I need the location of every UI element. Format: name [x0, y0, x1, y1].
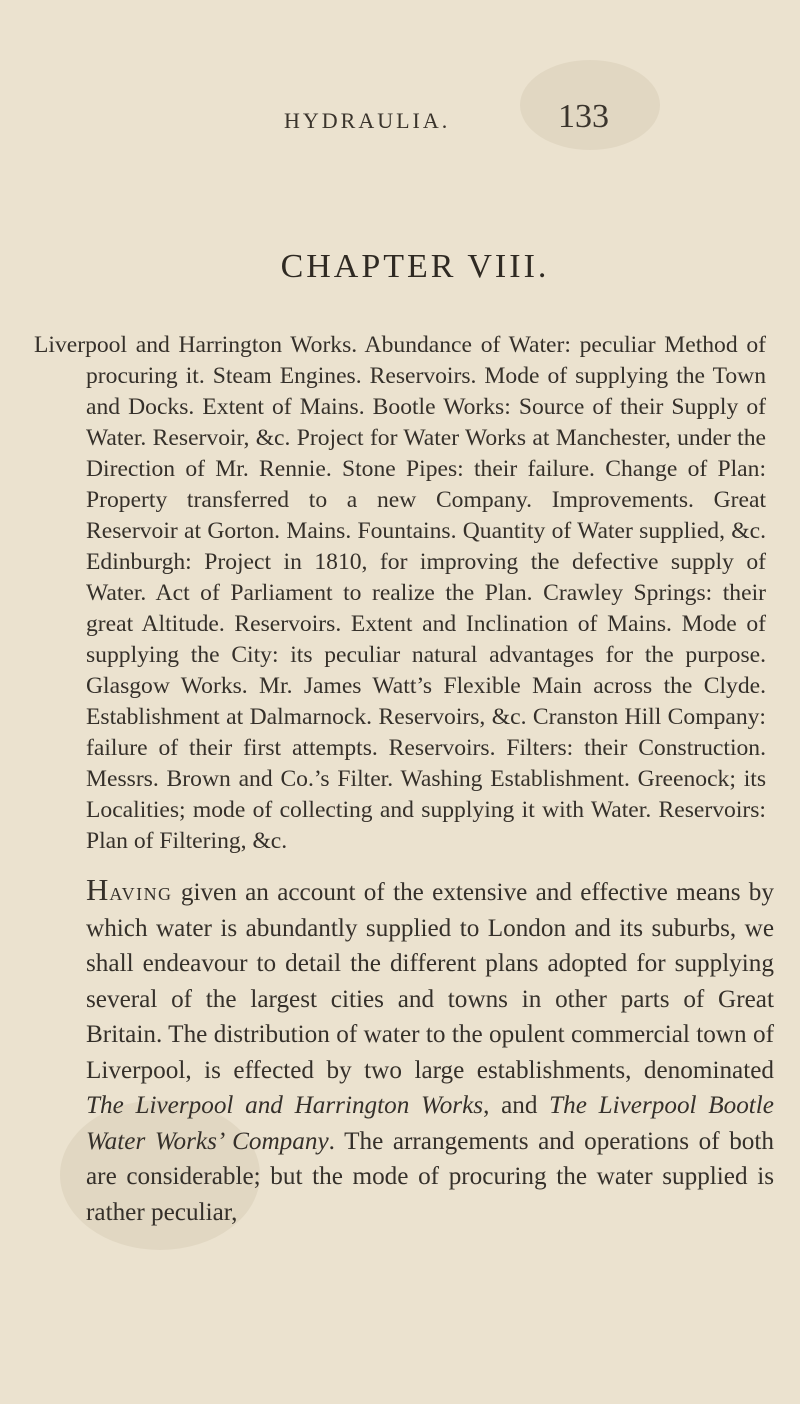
chapter-summary: Liverpool and Harrington Works. Abundance of Water: peculiar Method of procuring it. Steam Engines. Reservoirs. Mode of supplying the Town and Docks. Extent of Mains. Bootle Works: Source of their Supply of Water. Reservoir, &c. Project for Water Works at Manchester, under the Direction of Mr. Rennie. Stone Pipes: their failure. Change of Plan: Property transferred to a new Company. Improvements. Great Reservoir at Gorton. Mains. Fountains. Quantity of Water supplied, &c. Edinburgh: Project in 1810, for improving the defective supply of Water. Act of Parliament to realize the Plan. Crawley Springs: their great Altitude. Reservoirs. Extent and Inclination of Mains. Mode of supplying the City: its peculiar natural advantages for the purpose. Glasgow Works. Mr. James Watt’s Flexible Main across the Clyde. Establishment at Dalmarnock. Reservoirs, &c. Cranston Hill Company: failure of their first attempts. Reservoirs. Filters: their Construction. Messrs. Brown and Co.’s Filter. Washing Establishment. Greenock; its Localities; mode of collecting and supplying it with Water. Reservoirs: Plan of Filtering, &c.	[34, 332, 766, 854]
body-text-segment: given an account of the extensive and effective means by which water is abundantly supplied to London and its suburbs, we shall endeavour to detail the different plans adopted for supplying several of the largest cities and towns in other parts of Great Britain. The distribution of water to the opulent commercial town of Liverpool, is effected by two large establishments, denominated	[86, 879, 774, 1084]
drop-capital: H	[86, 872, 110, 907]
body-paragraph	[86, 872, 774, 1230]
running-head	[0, 98, 800, 138]
italic-name: The Liverpool and Harrington Works	[86, 1092, 484, 1119]
page-number: 133	[558, 98, 609, 135]
body-text-segment: . The arrangements and operations of both are considerable; but the mode of procuring the water supplied is rather peculiar,	[86, 1127, 774, 1226]
running-title: HYDRAULIA.	[284, 108, 451, 133]
small-caps-word: aving	[109, 879, 173, 906]
body-text-segment: , and	[483, 1092, 550, 1119]
chapter-title: CHAPTER VIII.	[280, 248, 550, 285]
italic-name: The Liverpool Bootle Water Works’ Company	[86, 1092, 774, 1155]
